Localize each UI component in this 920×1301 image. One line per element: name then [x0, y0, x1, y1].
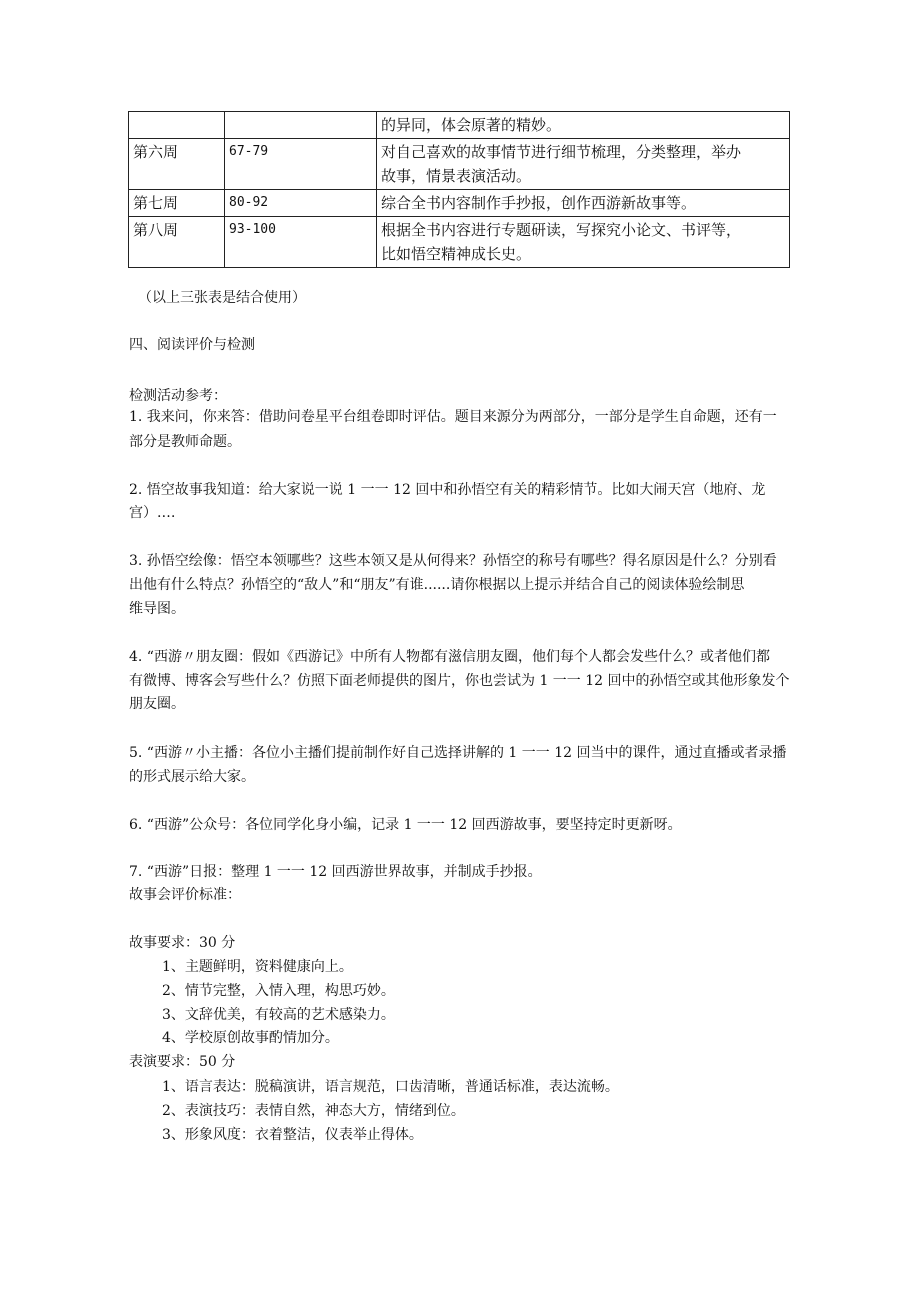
chapters-cell: [225, 112, 377, 139]
activity-line: 宫）.…: [129, 505, 176, 521]
activity-line: 3. 孙悟空绘像：悟空本领哪些？这些本领又是从何得来？孙悟空的称号有哪些？得名原因是什么？分别看: [129, 553, 777, 569]
activity-line: 5. “西游〃小主播：各位小主播们提前制作好自己选择讲解的 1 一一 12 回当中的课件，通过直播或者录播: [129, 745, 787, 761]
content-cell: [377, 217, 790, 268]
week-cell: 第六周: [129, 139, 225, 190]
activity-line: 有微博、博客会写些什么？仿照下面老师提供的图片，你也尝试为 1 一一 12 回中的孙悟空或其他形象发个: [129, 673, 790, 689]
story-req-title: 故事要求：30 分: [129, 935, 236, 951]
content-cell: [377, 139, 790, 190]
chapters-cell: 80-92: [225, 190, 377, 217]
story-req-item: 3、文辞优美，有较高的艺术感染力。: [162, 1007, 395, 1023]
activity-line: 7. “西游”日报：整理 1 一一 12 回西游世界故事，并制成手抄报。: [129, 864, 542, 880]
content-line: 对自己喜欢的故事情节进行细节梳理，分类整理，举办: [381, 143, 742, 161]
story-req-item: 4、学校原创故事酌情加分。: [162, 1030, 339, 1046]
perform-req-title: 表演要求：50 分: [129, 1054, 236, 1070]
activity-line: 1. 我来问，你来答：借助问卷星平台组卷即时评估。题目来源分为两部分，一部分是学生自命题，还有一: [129, 409, 777, 425]
chapters-cell: 93-100: [225, 217, 377, 268]
activity-line: 朋友圈。: [129, 696, 185, 712]
activity-line: 维导图。: [129, 601, 185, 617]
table-note: （以上三张表是结合使用）: [138, 290, 306, 306]
week-cell: 第七周: [129, 190, 225, 217]
activity-line: 的形式展示给大家。: [129, 769, 255, 785]
activity-line: 4. “西游〃朋友圈：假如《西游记》中所有人物都有滋信朋友圈，他们每个人都会发些什么？或者他们都: [129, 649, 770, 665]
content-line: 综合全书内容制作手抄报，创作西游新故事等。: [381, 194, 697, 212]
perform-req-item: 2、表演技巧：表情自然，神态大方，情绪到位。: [162, 1103, 465, 1119]
content-line: 比如悟空精神成长史。: [381, 245, 532, 263]
content-line: 故事，情景表演活动。: [381, 167, 532, 185]
content-cell: [377, 112, 790, 139]
table-row: [129, 190, 790, 217]
table-row: [129, 217, 790, 268]
perform-req-item: 3、形象风度：衣着整洁，仪表举止得体。: [162, 1127, 423, 1143]
section-title: 四、阅读评价与检测: [129, 337, 255, 353]
activity-line: 部分是教师命题。: [129, 434, 241, 450]
perform-req-item: 1、语言表达：脱稿演讲，语言规范，口齿清晰，普通话标准，表达流畅。: [162, 1079, 619, 1095]
chapters-cell: 67-79: [225, 139, 377, 190]
activity-line: 6. “西游”公众号：各位同学化身小编，记录 1 一一 12 回西游故事，要坚持定时更新呀。: [129, 817, 682, 833]
content-line: 的异同，体会原著的精妙。: [381, 116, 562, 134]
reading-schedule-table: [128, 111, 790, 268]
story-req-item: 2、情节完整，入情入理，构思巧妙。: [162, 983, 395, 999]
content-line: 根据全书内容进行专题研读，写探究小论文、书评等，: [381, 221, 742, 239]
criteria-title: 故事会评价标准：: [129, 887, 241, 903]
activities-heading: 检测活动参考：: [129, 388, 227, 404]
content-cell: [377, 190, 790, 217]
table-row: [129, 112, 790, 139]
week-cell: 第八周: [129, 217, 225, 268]
activity-line: 2. 悟空故事我知道：给大家说一说 1 一一 12 回中和孙悟空有关的精彩情节。比如大闹天宫（地府、龙: [129, 482, 766, 498]
activity-line: 出他有什么特点？孙悟空的“敌人”和“朋友”有谁......请你根据以上提示并结合自己的阅读体验绘制思: [129, 577, 745, 593]
week-cell: [129, 112, 225, 139]
table-row: [129, 139, 790, 190]
story-req-item: 1、主题鲜明，资料健康向上。: [162, 959, 353, 975]
